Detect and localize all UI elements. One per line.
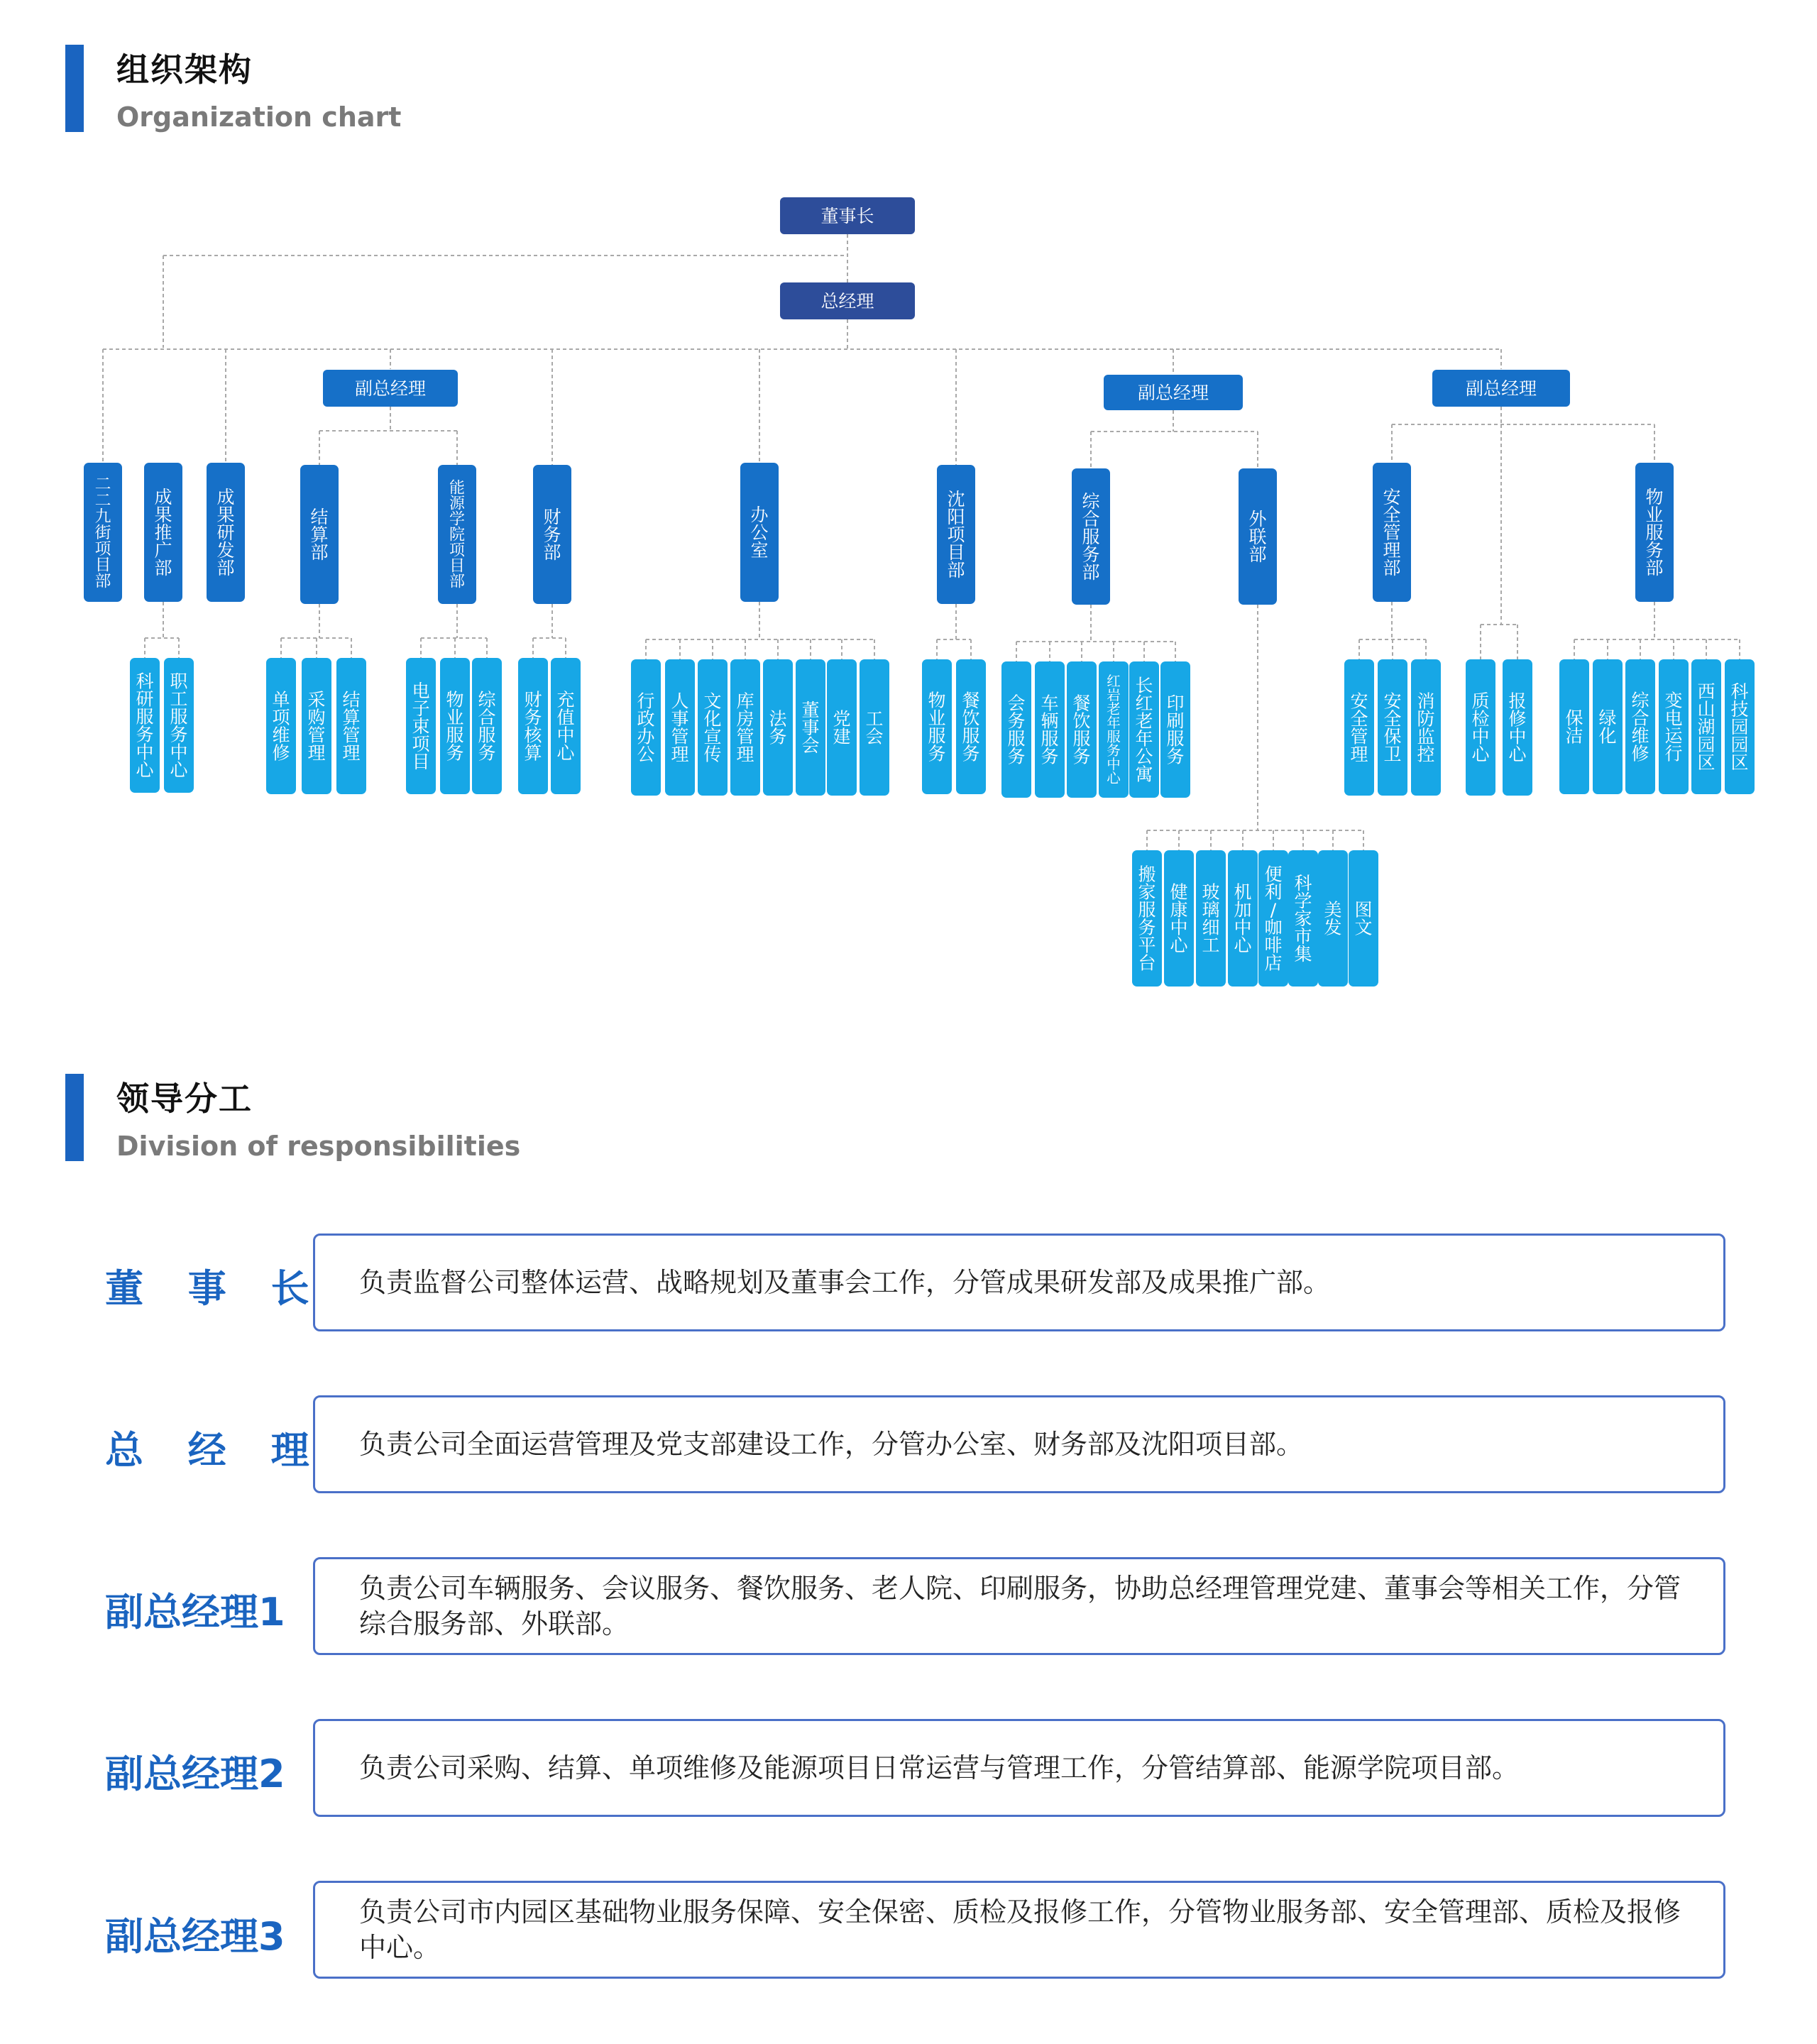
node-label: 搬家服务平台	[1138, 864, 1156, 974]
sub-node	[1288, 850, 1318, 987]
sub-node	[730, 659, 760, 796]
node-label: 文化宣传	[703, 691, 722, 765]
sub-node	[406, 658, 436, 794]
sub-node	[1035, 661, 1065, 798]
sub-node	[1164, 850, 1194, 987]
node-label: 车辆服务	[1041, 693, 1059, 767]
sub-node	[1196, 850, 1226, 987]
node-label: 科技园园区	[1730, 681, 1749, 773]
node-label: 科学家市集	[1294, 872, 1312, 965]
node-label: 机加中心	[1234, 881, 1252, 956]
sub-node	[827, 659, 857, 796]
node-label: 报修中心	[1508, 691, 1527, 765]
responsibility-text: 负责公司车辆服务、会议服务、餐饮服务、老人院、印刷服务，协助总经理管理党建、董事会等相关工作，分管综合服务部、外联部。	[359, 1573, 1681, 1639]
node-label: 图文	[1354, 899, 1373, 938]
sub-node	[698, 659, 728, 796]
node-label: 沈阳项目部	[947, 488, 965, 581]
node-label: 副总经理	[354, 378, 427, 399]
node-label: 电子束项目	[412, 680, 430, 772]
sub-node	[1659, 659, 1689, 794]
node-label: 物业服务	[928, 690, 946, 764]
node-label: 绿化	[1598, 708, 1617, 747]
node-label: 外联部	[1248, 508, 1267, 565]
node-label: 副总经理	[1137, 383, 1209, 403]
role-label: 副总经理1	[105, 1590, 285, 1634]
node-label: 安全保卫	[1383, 691, 1402, 765]
section-title-org: 组织架构	[116, 50, 253, 89]
node-label: 消防监控	[1417, 691, 1435, 765]
sub-node	[1725, 659, 1755, 794]
sub-node	[860, 659, 889, 796]
responsibility-text: 负责公司市内园区基础物业服务保障、安全保密、质检及报修工作，分管物业服务部、安全管理部、质检及报修中心。	[359, 1896, 1681, 1963]
sub-node	[1129, 661, 1159, 798]
node-label: 会务服务	[1007, 693, 1026, 767]
sub-node	[1378, 659, 1407, 796]
node-label: 副总经理	[1465, 378, 1537, 399]
responsibility-text: 负责公司全面运营管理及党支部建设工作，分管办公室、财务部及沈阳项目部。	[359, 1429, 1304, 1460]
sub-node	[518, 658, 548, 794]
dept-node	[740, 463, 779, 602]
dept-node	[1239, 468, 1277, 605]
node-label: 工会	[865, 708, 884, 747]
sub-node	[472, 658, 502, 794]
node-label: 党建	[833, 708, 851, 747]
node-label: 能源学院项目部	[449, 479, 466, 591]
node-label: 成果推广部	[154, 486, 172, 578]
dept-node	[144, 463, 182, 602]
node-label: 餐饮服务	[962, 690, 980, 764]
section-title-resp: 领导分工	[116, 1079, 253, 1118]
node-label: 安全管理	[1350, 691, 1368, 765]
sub-node	[551, 658, 581, 794]
node-label: 物业服务	[446, 689, 464, 764]
sub-node	[1349, 850, 1378, 987]
node-label: 法务	[769, 708, 787, 747]
responsibility-text: 负责监督公司整体运营、战略规划及董事会工作，分管成果研发部及成果推广部。	[359, 1267, 1331, 1298]
node-label: 安全管理部	[1383, 486, 1401, 578]
node-label: 成果研发部	[216, 486, 235, 578]
sub-node	[763, 659, 793, 796]
vp-node	[1104, 375, 1243, 410]
node-label: 西山湖园区	[1697, 681, 1716, 773]
node-label: 长红老年公寓	[1135, 675, 1153, 785]
node-label: 综合维修	[1631, 690, 1649, 764]
role-label: 副总经理3	[105, 1914, 285, 1959]
node-label: 董事会	[801, 699, 820, 756]
role-label: 总 经 理	[105, 1428, 325, 1473]
node-label: 职工服务中心	[170, 671, 188, 781]
dept-node	[438, 465, 476, 604]
node-label: 美发	[1324, 899, 1342, 938]
dept-node	[84, 463, 122, 602]
dept-node	[1373, 463, 1411, 602]
vp-node	[1432, 370, 1570, 407]
section-subtitle-org: Organization chart	[116, 101, 402, 133]
dept-node	[1072, 468, 1110, 605]
sub-node	[1001, 661, 1031, 798]
sub-node	[1411, 659, 1441, 796]
sub-node	[1466, 659, 1495, 796]
sub-node	[302, 658, 331, 794]
sub-node	[1228, 850, 1258, 987]
node-label: 结算部	[310, 506, 329, 563]
dept-node	[937, 465, 975, 604]
node-label: 便利/咖啡店	[1264, 864, 1283, 974]
node-label: 物业服务部	[1645, 486, 1664, 578]
node-label: 玻璃细工	[1202, 881, 1220, 956]
node-label: 办公室	[750, 504, 769, 561]
dept-node	[533, 465, 571, 604]
node-label: 综合服务	[478, 689, 496, 764]
node-label: 红岩老年服务中心	[1107, 673, 1121, 787]
node-label: 库房管理	[736, 691, 754, 765]
chairman-node	[780, 197, 915, 234]
node-label: 财务部	[543, 506, 561, 563]
org-chart	[0, 0, 1817, 1008]
sub-node	[665, 659, 695, 796]
sub-node	[1160, 661, 1190, 798]
node-label: 综合服务部	[1082, 490, 1100, 583]
responsibility-box	[313, 1233, 1725, 1331]
node-label: 健康中心	[1170, 881, 1188, 956]
sub-node	[922, 659, 952, 794]
role-label: 董 事 长	[105, 1266, 325, 1311]
node-label: 结算管理	[342, 689, 361, 764]
sub-node	[1258, 850, 1288, 987]
sub-node	[164, 658, 194, 793]
node-label: 充值中心	[556, 689, 575, 764]
node-label: 科研服务中心	[136, 671, 154, 781]
sub-node	[1625, 659, 1655, 794]
node-label: 保洁	[1565, 708, 1583, 747]
sub-node	[1559, 659, 1589, 794]
sub-node	[1067, 661, 1097, 798]
section-subtitle-resp: Division of responsibilities	[116, 1131, 521, 1162]
node-label: 单项维修	[272, 689, 290, 764]
section-accent-bar-2	[65, 1074, 84, 1161]
sub-node	[631, 659, 661, 796]
sub-node	[796, 659, 825, 796]
sub-node	[440, 658, 470, 794]
sub-node	[266, 658, 296, 794]
dept-node	[300, 465, 339, 604]
sub-node	[1099, 661, 1129, 798]
dept-node	[1635, 463, 1674, 602]
dept-node	[207, 463, 245, 602]
node-label: 财务核算	[524, 689, 542, 764]
node-label: 总经理	[820, 291, 874, 312]
sub-node	[130, 658, 160, 793]
node-label: 二二九街项目部	[94, 475, 111, 591]
node-label: 变电运行	[1664, 690, 1683, 764]
responsibility-box	[313, 1557, 1725, 1655]
responsibility-box	[313, 1395, 1725, 1493]
role-label: 副总经理2	[105, 1752, 285, 1796]
node-label: 质检中心	[1471, 691, 1490, 765]
node-label: 餐饮服务	[1072, 693, 1091, 767]
responsibility-box	[313, 1719, 1725, 1817]
sub-node	[1593, 659, 1623, 794]
responsibility-text: 负责公司采购、结算、单项维修及能源项目日常运营与管理工作，分管结算部、能源学院项目部。	[359, 1752, 1520, 1784]
sub-node	[956, 659, 986, 794]
sub-node	[1503, 659, 1532, 796]
node-label: 采购管理	[307, 689, 326, 764]
node-label: 印刷服务	[1166, 693, 1185, 767]
node-label: 行政办公	[637, 691, 655, 765]
sub-node	[1318, 850, 1348, 987]
responsibility-box	[313, 1881, 1725, 1979]
sub-node	[1691, 659, 1721, 794]
node-label: 董事长	[820, 206, 874, 226]
sub-node	[1132, 850, 1162, 987]
sub-node	[1344, 659, 1374, 796]
sub-node	[336, 658, 366, 794]
general-manager-node	[780, 282, 915, 319]
node-label: 人事管理	[671, 691, 689, 765]
vp-node	[323, 370, 458, 407]
